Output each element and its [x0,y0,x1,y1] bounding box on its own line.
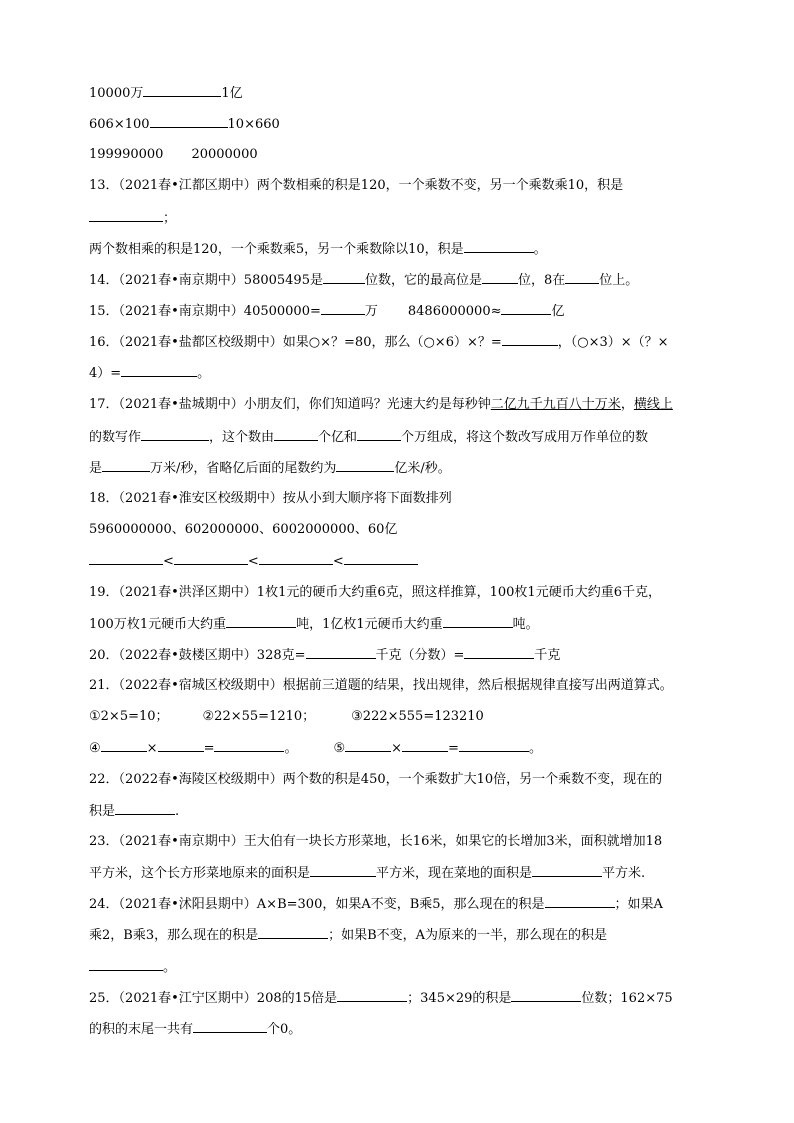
question-16 [89,333,669,352]
answer-blank[interactable] [102,459,150,472]
answer-blank[interactable] [306,646,376,659]
question-18-numbers [89,521,397,539]
question-text: 100万枚1元硬币大约重 [89,617,227,632]
less-than-sign: < [332,554,344,569]
answer-blank[interactable] [464,646,534,659]
question-text: 4）= [89,366,122,381]
question-text: ； [163,211,177,226]
answer-blank[interactable] [89,209,163,222]
compare-left: 199990000 [89,147,164,162]
question-text: ，（○×3）×（？× [557,335,669,350]
answer-blank[interactable] [464,240,534,253]
question-25-line-2 [89,1020,301,1039]
question-text: 18．（2021春•淮安区校级期中）按从小到大顺序将下面数排列 [89,491,452,506]
question-text: 。 [284,741,298,756]
example-3: ③222×555=123210 [351,709,484,724]
answer-blank[interactable] [345,739,391,752]
question-23-line-2 [89,864,645,883]
answer-blank[interactable] [258,926,328,939]
answer-blank[interactable] [115,802,175,815]
less-than-sign: < [163,554,174,569]
question-25 [89,989,673,1008]
question-text: 吨。 [512,617,539,632]
question-text: 个0。 [267,1022,302,1037]
question-text: 。 [163,960,177,975]
question-text: 23．（2021春•南京期中）王大伯有一块长方形菜地，长16米，如果它的长增加3米，面积就增加18 [89,834,663,849]
answer-blank[interactable] [323,271,365,284]
compare-right: 10×660 [227,117,280,132]
answer-blank[interactable] [482,271,518,284]
question-text: . [175,804,180,819]
answer-blank[interactable] [565,271,599,284]
question-text: 吨，1亿枚1元硬币大约重 [296,617,443,632]
question-24-line-3 [89,958,176,977]
equals-sign: = [203,741,215,756]
question-13-line-3 [89,240,547,259]
answer-blank[interactable] [443,615,513,628]
question-text: 亿 [551,304,565,319]
question-text: ；如果A [614,897,663,912]
question-14 [89,271,638,290]
question-text: 21．（2022春•宿城区校级期中）根据前三道题的结果，找出规律，然后根据规律直接写出两道算式。 [89,678,673,693]
answer-blank[interactable] [259,552,333,565]
answer-blank[interactable] [459,739,529,752]
question-text: 位，8在 [517,273,566,288]
question-text: 。 [533,242,547,257]
answer-blank[interactable] [101,739,147,752]
question-text: 位数；162×75 [581,991,673,1006]
question-17-line-3 [89,459,451,478]
question-13-line-2 [89,209,176,228]
answer-blank[interactable] [337,989,407,1002]
underlined-text: 二亿九千九百八十万米 [490,397,621,412]
compare-right: 20000000 [191,147,258,162]
answer-blank[interactable] [344,552,418,565]
question-text: ；345×29的积是 [407,991,512,1006]
compare-row-3 [89,146,258,164]
question-text: 乘2，B乘3，那么现在的积是 [89,928,259,943]
question-text: 。 [197,366,211,381]
question-text: ；如果B不变，A为原来的一半，那么现在的积是 [328,928,608,943]
times-sign: × [146,741,158,756]
question-17-line-2 [89,428,648,447]
answer-blank[interactable] [402,739,448,752]
question-text: 的数写作 [89,430,142,445]
answer-blank[interactable] [158,739,204,752]
compare-left: 606×100 [89,117,150,132]
question-text: 是 [89,461,103,476]
question-text: 个亿和 [318,430,358,445]
question-text: 位数，它的最高位是 [364,273,482,288]
question-19-line-2 [89,615,539,634]
question-text: 。 [528,741,542,756]
answer-blank[interactable] [310,864,376,877]
question-17 [89,396,673,414]
answer-blank[interactable] [321,302,365,315]
question-21 [89,677,673,695]
number-list: 5960000000、602000000、6002000000、60亿 [89,522,398,537]
question-21-answers [89,739,542,758]
question-15 [89,302,565,321]
question-text: 17．（2021春•盐城期中）小朋友们，你们知道吗？光速大约是每秒钟 [89,397,491,412]
answer-blank[interactable] [336,459,394,472]
question-text: 两个数相乘的积是120，一个乘数乘5，另一个乘数除以10，积是 [89,242,464,257]
answer-blank[interactable] [174,552,248,565]
question-text: 22．（2022春•海陵区校级期中）两个数的积是450，一个乘数扩大10倍，另一个乘数不变，现在的 [89,772,663,787]
question-18 [89,490,452,508]
question-text: 16．（2021春•盐都区校级期中）如果○×？=80，那么（○×6）×？= [89,335,502,350]
question-22 [89,771,662,789]
question-text: 25．（2021春•江宁区期中）208的15倍是 [89,991,338,1006]
answer-blank[interactable] [150,115,228,128]
question-text: 19．（2021春•洪泽区期中）1枚1元的硬币大约重6克，照这样推算，100枚1元硬币大约重6千克， [89,585,661,600]
example-2: ②22×55=1210； [202,709,316,724]
question-text: 的积的末尾一共有 [89,1022,194,1037]
question-text: 平方米. [602,866,646,881]
answer-blank[interactable] [501,302,551,315]
compare-right: 1亿 [221,86,243,101]
question-text: 平方米，这个长方形菜地原来的面积是 [89,866,311,881]
question-text: 平方米，现在菜地的面积是 [376,866,533,881]
answer-blank[interactable] [193,1020,267,1033]
question-22-line-2 [89,802,179,821]
answer-blank[interactable] [89,958,163,971]
question-text: 24．（2021春•沭阳县期中）A×B=300，如果A不变，B乘5，那么现在的积是 [89,897,545,912]
answer-blank[interactable] [511,989,581,1002]
question-23 [89,833,662,851]
answer-blank[interactable] [143,84,221,97]
question-text: 千克（分数）= [375,648,465,663]
question-text: 千克 [534,648,561,663]
question-text: 20．（2022春•鼓楼区期中）328克= [89,648,306,663]
question-text: ， [620,397,634,412]
question-24 [89,895,663,914]
compare-row-1 [89,84,243,103]
answer-blank[interactable] [226,615,296,628]
underlined-text: 横线上 [633,397,673,412]
less-than-sign: < [247,554,259,569]
question-text: 15．（2021春•南京期中）40500000= [89,304,321,319]
times-sign: × [391,741,403,756]
compare-row-2 [89,115,280,134]
question-19 [89,584,661,602]
answer-blank[interactable] [357,428,401,441]
answer-blank[interactable] [121,364,197,377]
answer-blank[interactable] [274,428,318,441]
question-text: 亿米/秒。 [394,461,451,476]
question-13 [89,177,623,195]
question-16-line-2 [89,364,210,383]
question-text: 积是 [89,804,116,819]
question-text: 14．（2021春•南京期中）58005495是 [89,273,323,288]
equals-sign: = [448,741,459,756]
answer-blank[interactable] [502,333,558,346]
answer-blank[interactable] [532,864,602,877]
answer-blank[interactable] [141,428,209,441]
question-text: 个万组成，将这个数改写成用万作单位的数 [401,430,649,445]
question-24-line-2 [89,926,607,945]
question-text: 8486000000≈ [407,304,502,319]
question-text: 万米/秒，省略亿后面的尾数约为 [150,461,337,476]
compare-left: 10000万 [89,86,144,101]
question-20 [89,646,560,665]
answer-blank[interactable] [214,739,284,752]
question-text: 万 [364,304,378,319]
example-1: ①2×5=10； [89,709,169,724]
item-4-marker: ④ [89,741,101,756]
item-5-marker: ⑤ [333,741,346,756]
question-text: 位上。 [599,273,639,288]
answer-blank[interactable] [89,552,163,565]
question-text: 13．（2021春•江都区期中）两个数相乘的积是120，一个乘数不变，另一个乘数乘10，积是 [89,178,624,193]
question-21-examples [89,708,484,726]
question-18-answer [89,552,418,571]
question-text: ，这个数由 [209,430,275,445]
answer-blank[interactable] [545,895,615,908]
